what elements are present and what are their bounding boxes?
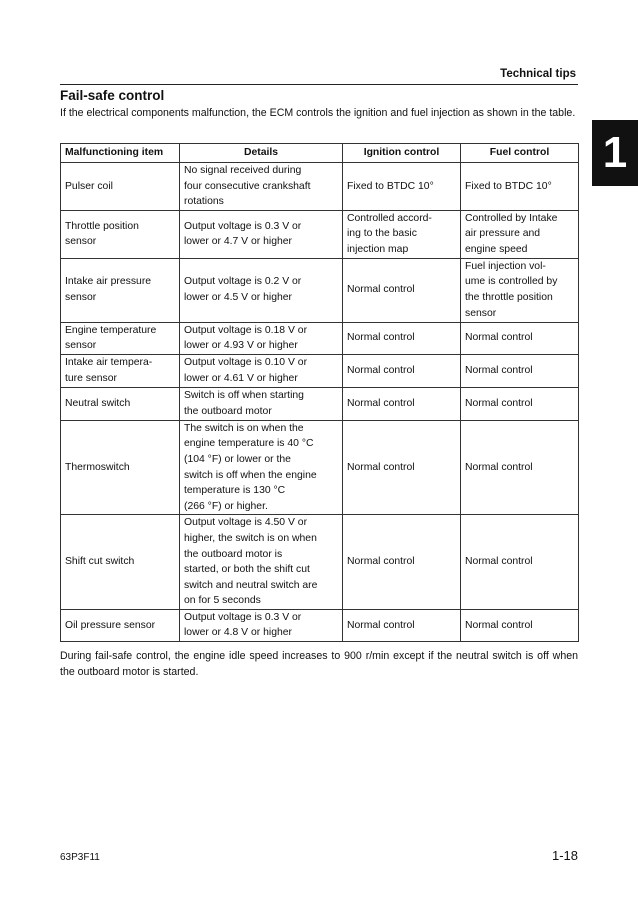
table-row <box>61 210 579 258</box>
ignition-control-cell: Normal control <box>343 258 461 322</box>
details-cell: Output voltage is 0.3 V or lower or 4.7 V or higher <box>180 210 343 258</box>
column-header: Details <box>180 144 343 163</box>
table-row <box>61 163 579 211</box>
fuel-control-cell: Normal control <box>461 387 579 420</box>
ignition-control-cell: Normal control <box>343 515 461 610</box>
malfunction-item-cell: Pulser coil <box>61 163 180 211</box>
details-cell: Output voltage is 4.50 V or higher, the switch is on when the outboard motor is started, or both the shift cut switch and neutral switch are on for 5 seconds <box>180 515 343 610</box>
fuel-control-cell: Normal control <box>461 420 579 515</box>
fuel-control-cell: Normal control <box>461 322 579 354</box>
details-cell: Output voltage is 0.18 V or lower or 4.93 V or higher <box>180 322 343 354</box>
header-title: Technical tips <box>500 68 576 80</box>
table-row <box>61 420 579 515</box>
details-cell: Switch is off when starting the outboard motor <box>180 387 343 420</box>
malfunction-item-cell: Neutral switch <box>61 387 180 420</box>
malfunction-item-cell: Intake air tempera- ture sensor <box>61 354 180 387</box>
malfunction-item-cell: Thermoswitch <box>61 420 180 515</box>
malfunction-item-cell: Intake air pressure sensor <box>61 258 180 322</box>
fail-safe-table <box>60 143 579 642</box>
fuel-control-cell: Normal control <box>461 609 579 641</box>
table-row <box>61 322 579 354</box>
page-number: 1-18 <box>551 848 578 863</box>
table-row <box>61 609 579 641</box>
details-cell: Output voltage is 0.3 V or lower or 4.8 V or higher <box>180 609 343 641</box>
table-row <box>61 258 579 322</box>
ignition-control-cell: Normal control <box>343 322 461 354</box>
column-header: Ignition control <box>343 144 461 163</box>
fuel-control-cell: Normal control <box>461 515 579 610</box>
fuel-control-cell: Fuel injection vol- ume is controlled by the throttle position sensor <box>461 258 579 322</box>
section-title: Fail-safe control <box>60 88 165 103</box>
ignition-control-cell: Controlled accord- ing to the basic injection map <box>343 210 461 258</box>
chapter-tab: 1 <box>592 120 638 186</box>
column-header: Fuel control <box>461 144 579 163</box>
ignition-control-cell: Normal control <box>343 420 461 515</box>
malfunction-item-cell: Oil pressure sensor <box>61 609 180 641</box>
table-row <box>61 354 579 387</box>
malfunction-item-cell: Throttle position sensor <box>61 210 180 258</box>
intro-paragraph: If the electrical components malfunction, the ECM controls the ignition and fuel injection as shown in the table. <box>60 107 576 119</box>
column-header: Malfunctioning item <box>61 144 180 163</box>
outro-paragraph: During fail-safe control, the engine idle speed increases to 900 r/min except if the neutral switch is off when the outboard motor is started. <box>60 650 578 678</box>
table-row <box>61 387 579 420</box>
ignition-control-cell: Normal control <box>343 387 461 420</box>
ignition-control-cell: Fixed to BTDC 10° <box>343 163 461 211</box>
ignition-control-cell: Normal control <box>343 609 461 641</box>
malfunction-item-cell: Engine temperature sensor <box>61 322 180 354</box>
details-cell: The switch is on when the engine temperature is 40 °C (104 °F) or lower or the switch is off when the engine temperature is 130 °C (266 °F) or higher. <box>180 420 343 515</box>
details-cell: Output voltage is 0.10 V or lower or 4.61 V or higher <box>180 354 343 387</box>
table-header-row <box>61 144 579 163</box>
details-cell: No signal received during four consecutive crankshaft rotations <box>180 163 343 211</box>
fuel-control-cell: Fixed to BTDC 10° <box>461 163 579 211</box>
details-cell: Output voltage is 0.2 V or lower or 4.5 V or higher <box>180 258 343 322</box>
table-row <box>61 515 579 610</box>
document-code: 63P3F11 <box>60 852 100 863</box>
ignition-control-cell: Normal control <box>343 354 461 387</box>
header-rule <box>60 84 578 85</box>
malfunction-item-cell: Shift cut switch <box>61 515 180 610</box>
fuel-control-cell: Controlled by Intake air pressure and engine speed <box>461 210 579 258</box>
fuel-control-cell: Normal control <box>461 354 579 387</box>
